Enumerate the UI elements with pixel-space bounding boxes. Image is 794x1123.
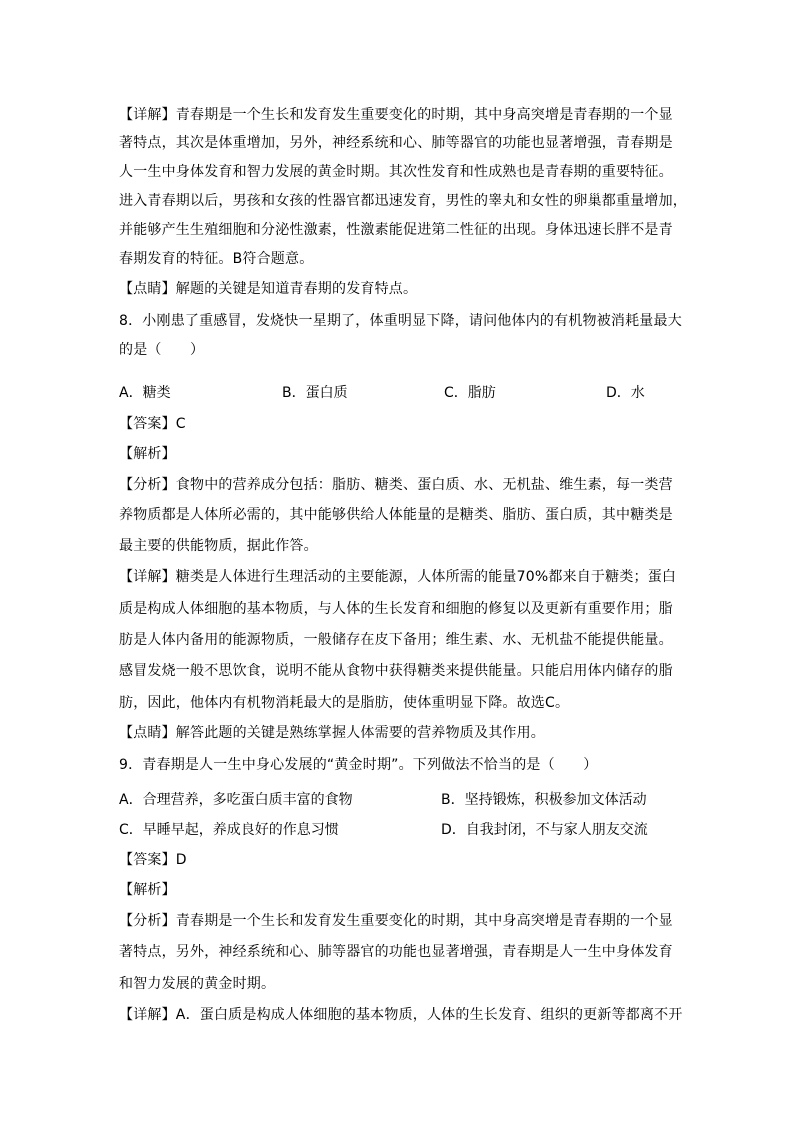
q9-option: D．自我封闭，不与家人朋友交流 <box>441 822 648 838</box>
text-line: 【详解】青春期是一个生长和发育发生重要变化的时期，其中身高突增是青春期的一个显 <box>119 107 673 123</box>
text-line: 9．青春期是人一生中身心发展的“黄金时期”。下列做法不恰当的是（ ） <box>119 757 598 773</box>
text-line: 的是（ ） <box>119 342 205 358</box>
q8-option: D．水 <box>606 385 645 401</box>
text-line: 【点睛】解答此题的关键是熟练掌握人体需要的营养物质及其作用。 <box>119 725 545 741</box>
text-line: 【详解】A．蛋白质是构成人体细胞的基本物质，人体的生长发育、组织的更新等都离不开 <box>119 1007 683 1023</box>
text-line: 并能够产生生殖细胞和分泌性激素，性激素能促进第二性征的出现。身体迅速长胖不是青 <box>119 222 673 238</box>
q9-option: A．合理营养，多吃蛋白质丰富的食物 <box>119 792 353 808</box>
q9-option: C．早睡早起，养成良好的作息习惯 <box>119 822 339 838</box>
text-line: 【分析】青春期是一个生长和发育发生重要变化的时期，其中身高突增是青春期的一个显 <box>119 913 673 929</box>
text-line: 最主要的供能物质，据此作答。 <box>119 538 318 554</box>
text-line: 8．小刚患了重感冒，发烧快一星期了，体重明显下降，请问他体内的有机物被消耗量最大 <box>119 313 682 329</box>
q8-option: C．脂肪 <box>444 385 496 401</box>
text-line: 春期发育的特征。B符合题意。 <box>119 251 314 267</box>
q9-option: B．坚持锻炼，积极参加文体活动 <box>441 792 647 808</box>
text-line: 质是构成人体细胞的基本物质，与人体的生长发育和细胞的修复以及更新有重要作用；脂 <box>119 601 673 617</box>
text-line: 肪是人体内备用的能源物质，一般储存在皮下备用；维生素、水、无机盐不能提供能量。 <box>119 632 673 648</box>
text-line: 【解析】 <box>119 446 176 462</box>
text-line: 【答案】D <box>119 852 187 868</box>
text-line: 进入青春期以后，男孩和女孩的性器官都迅速发育，男性的睾丸和女性的卵巢都重量增加， <box>119 193 687 209</box>
text-line: 和智力发展的黄金时期。 <box>119 976 276 992</box>
text-line: 养物质都是人体所必需的，其中能够供给人体能量的是糖类、脂肪、蛋白质，其中糖类是 <box>119 507 673 523</box>
text-line: 著特点，另外，神经系统和心、肺等器官的功能也显著增强，青春期是人一生中身体发育 <box>119 944 673 960</box>
text-line: 人一生中身体发育和智力发展的黄金时期。其次性发育和性成熟也是青春期的重要特征。 <box>119 164 673 180</box>
text-line: 著特点，其次是体重增加，另外，神经系统和心、肺等器官的功能也显著增强，青春期是 <box>119 135 673 151</box>
text-line: 【解析】 <box>119 882 176 898</box>
q8-option: B．蛋白质 <box>282 385 348 401</box>
text-line: 【点睛】解题的关键是知道青春期的发育特点。 <box>119 281 418 297</box>
text-line: 【分析】食物中的营养成分包括：脂肪、糖类、蛋白质、水、无机盐、维生素，每一类营 <box>119 477 673 493</box>
text-line: 感冒发烧一般不思饮食，说明不能从食物中获得糖类来提供能量。只能启用体内储存的脂 <box>119 663 673 679</box>
text-line: 肪，因此，他体内有机物消耗最大的是脂肪，使体重明显下降。故选C。 <box>119 695 570 711</box>
q8-option: A．糖类 <box>119 385 171 401</box>
text-line: 【答案】C <box>119 416 186 432</box>
text-line: 【详解】糖类是人体进行生理活动的主要能源，人体所需的能量70%都来自于糖类；蛋白 <box>119 569 677 585</box>
